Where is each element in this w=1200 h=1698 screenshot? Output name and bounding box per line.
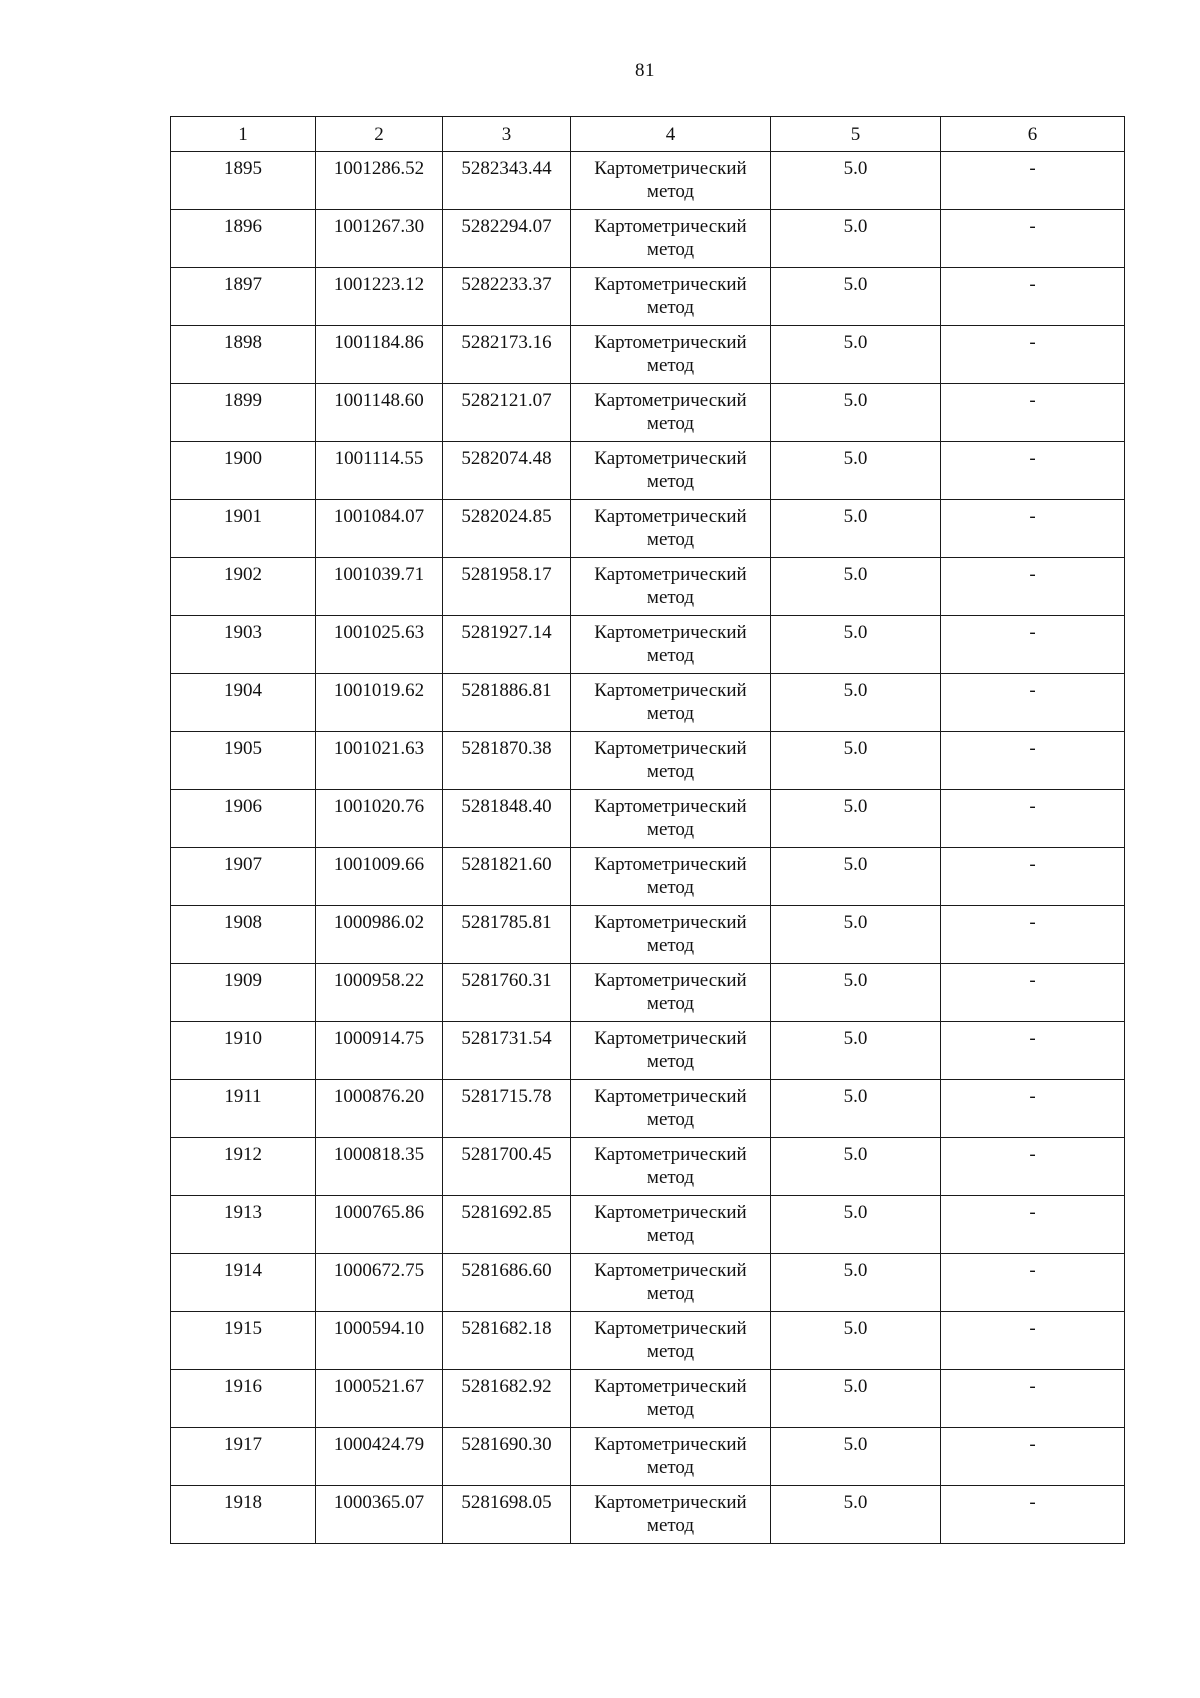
column-header: 2 bbox=[316, 117, 443, 152]
y-coordinate-cell: 5281692.85 bbox=[443, 1196, 571, 1254]
y-coordinate-cell: 5281886.81 bbox=[443, 674, 571, 732]
accuracy-cell: 5.0 bbox=[771, 1022, 941, 1080]
table-body bbox=[171, 152, 1125, 1544]
accuracy-cell: 5.0 bbox=[771, 1428, 941, 1486]
table-row bbox=[171, 268, 1125, 326]
accuracy-cell: 5.0 bbox=[771, 906, 941, 964]
y-coordinate-cell: 5282343.44 bbox=[443, 152, 571, 210]
header-row bbox=[171, 117, 1125, 152]
table-row bbox=[171, 1312, 1125, 1370]
note-cell: - bbox=[941, 674, 1125, 732]
accuracy-cell: 5.0 bbox=[771, 326, 941, 384]
method-line-1: Картометрический bbox=[594, 622, 747, 643]
method-cell bbox=[571, 268, 771, 326]
method-line-2: метод bbox=[646, 993, 695, 1014]
table-header bbox=[171, 117, 1125, 152]
method-cell bbox=[571, 732, 771, 790]
note-cell: - bbox=[941, 442, 1125, 500]
method-cell bbox=[571, 558, 771, 616]
table-row bbox=[171, 1428, 1125, 1486]
coordinates-table bbox=[170, 116, 1125, 1544]
accuracy-cell: 5.0 bbox=[771, 1196, 941, 1254]
method-line-2: метод bbox=[646, 877, 695, 898]
note-cell: - bbox=[941, 1486, 1125, 1544]
method-cell bbox=[571, 1486, 771, 1544]
y-coordinate-cell: 5281927.14 bbox=[443, 616, 571, 674]
note-cell: - bbox=[941, 1428, 1125, 1486]
note-cell: - bbox=[941, 790, 1125, 848]
table-row bbox=[171, 848, 1125, 906]
method-line-1: Картометрический bbox=[594, 216, 747, 237]
point-id-cell: 1908 bbox=[171, 906, 316, 964]
method-line-1: Картометрический bbox=[594, 1086, 747, 1107]
method-cell bbox=[571, 616, 771, 674]
note-cell: - bbox=[941, 500, 1125, 558]
accuracy-cell: 5.0 bbox=[771, 1080, 941, 1138]
accuracy-cell: 5.0 bbox=[771, 442, 941, 500]
point-id-cell: 1906 bbox=[171, 790, 316, 848]
accuracy-cell: 5.0 bbox=[771, 616, 941, 674]
method-cell bbox=[571, 964, 771, 1022]
note-cell: - bbox=[941, 964, 1125, 1022]
accuracy-cell: 5.0 bbox=[771, 1138, 941, 1196]
method-line-1: Картометрический bbox=[594, 1202, 747, 1223]
point-id-cell: 1911 bbox=[171, 1080, 316, 1138]
note-cell: - bbox=[941, 1312, 1125, 1370]
method-cell bbox=[571, 906, 771, 964]
point-id-cell: 1904 bbox=[171, 674, 316, 732]
point-id-cell: 1909 bbox=[171, 964, 316, 1022]
x-coordinate-cell: 1001084.07 bbox=[316, 500, 443, 558]
point-id-cell: 1905 bbox=[171, 732, 316, 790]
method-line-2: метод bbox=[646, 529, 695, 550]
table-row bbox=[171, 326, 1125, 384]
table-row bbox=[171, 500, 1125, 558]
method-line-1: Картометрический bbox=[594, 448, 747, 469]
y-coordinate-cell: 5281715.78 bbox=[443, 1080, 571, 1138]
table-row bbox=[171, 906, 1125, 964]
x-coordinate-cell: 1000914.75 bbox=[316, 1022, 443, 1080]
method-cell bbox=[571, 1254, 771, 1312]
method-line-1: Картометрический bbox=[594, 1492, 747, 1513]
method-line-1: Картометрический bbox=[594, 1376, 747, 1397]
x-coordinate-cell: 1000424.79 bbox=[316, 1428, 443, 1486]
x-coordinate-cell: 1000876.20 bbox=[316, 1080, 443, 1138]
method-cell bbox=[571, 1080, 771, 1138]
table-row bbox=[171, 790, 1125, 848]
y-coordinate-cell: 5281821.60 bbox=[443, 848, 571, 906]
x-coordinate-cell: 1000986.02 bbox=[316, 906, 443, 964]
method-line-1: Картометрический bbox=[594, 564, 747, 585]
y-coordinate-cell: 5281760.31 bbox=[443, 964, 571, 1022]
x-coordinate-cell: 1001267.30 bbox=[316, 210, 443, 268]
method-line-1: Картометрический bbox=[594, 1434, 747, 1455]
x-coordinate-cell: 1001025.63 bbox=[316, 616, 443, 674]
x-coordinate-cell: 1000818.35 bbox=[316, 1138, 443, 1196]
note-cell: - bbox=[941, 152, 1125, 210]
column-header: 3 bbox=[443, 117, 571, 152]
y-coordinate-cell: 5281785.81 bbox=[443, 906, 571, 964]
y-coordinate-cell: 5281958.17 bbox=[443, 558, 571, 616]
y-coordinate-cell: 5281682.92 bbox=[443, 1370, 571, 1428]
page-number: 81 bbox=[635, 60, 655, 81]
table-row bbox=[171, 1254, 1125, 1312]
x-coordinate-cell: 1001019.62 bbox=[316, 674, 443, 732]
table-row bbox=[171, 152, 1125, 210]
note-cell: - bbox=[941, 326, 1125, 384]
note-cell: - bbox=[941, 1022, 1125, 1080]
point-id-cell: 1916 bbox=[171, 1370, 316, 1428]
method-line-2: метод bbox=[646, 1051, 695, 1072]
x-coordinate-cell: 1001021.63 bbox=[316, 732, 443, 790]
table-row bbox=[171, 210, 1125, 268]
method-line-1: Картометрический bbox=[594, 274, 747, 295]
x-coordinate-cell: 1001184.86 bbox=[316, 326, 443, 384]
method-cell bbox=[571, 1138, 771, 1196]
note-cell: - bbox=[941, 1196, 1125, 1254]
method-line-2: метод bbox=[646, 355, 695, 376]
note-cell: - bbox=[941, 906, 1125, 964]
note-cell: - bbox=[941, 1254, 1125, 1312]
method-line-1: Картометрический bbox=[594, 1144, 747, 1165]
point-id-cell: 1895 bbox=[171, 152, 316, 210]
table-row bbox=[171, 1022, 1125, 1080]
point-id-cell: 1898 bbox=[171, 326, 316, 384]
method-line-2: метод bbox=[646, 1283, 695, 1304]
table-row bbox=[171, 442, 1125, 500]
point-id-cell: 1897 bbox=[171, 268, 316, 326]
method-line-2: метод bbox=[646, 645, 695, 666]
table-row bbox=[171, 964, 1125, 1022]
note-cell: - bbox=[941, 1080, 1125, 1138]
point-id-cell: 1918 bbox=[171, 1486, 316, 1544]
y-coordinate-cell: 5281690.30 bbox=[443, 1428, 571, 1486]
y-coordinate-cell: 5282024.85 bbox=[443, 500, 571, 558]
y-coordinate-cell: 5281731.54 bbox=[443, 1022, 571, 1080]
method-line-2: метод bbox=[646, 413, 695, 434]
column-header: 4 bbox=[571, 117, 771, 152]
table-row bbox=[171, 1138, 1125, 1196]
method-line-2: метод bbox=[646, 819, 695, 840]
point-id-cell: 1903 bbox=[171, 616, 316, 674]
table-row bbox=[171, 1196, 1125, 1254]
method-cell bbox=[571, 500, 771, 558]
y-coordinate-cell: 5281870.38 bbox=[443, 732, 571, 790]
method-line-1: Картометрический bbox=[594, 680, 747, 701]
point-id-cell: 1896 bbox=[171, 210, 316, 268]
method-line-2: метод bbox=[646, 471, 695, 492]
method-line-2: метод bbox=[646, 239, 695, 260]
accuracy-cell: 5.0 bbox=[771, 674, 941, 732]
table-row bbox=[171, 1370, 1125, 1428]
x-coordinate-cell: 1000958.22 bbox=[316, 964, 443, 1022]
accuracy-cell: 5.0 bbox=[771, 964, 941, 1022]
note-cell: - bbox=[941, 384, 1125, 442]
accuracy-cell: 5.0 bbox=[771, 268, 941, 326]
point-id-cell: 1915 bbox=[171, 1312, 316, 1370]
method-line-2: метод bbox=[646, 1109, 695, 1130]
x-coordinate-cell: 1000521.67 bbox=[316, 1370, 443, 1428]
x-coordinate-cell: 1000594.10 bbox=[316, 1312, 443, 1370]
note-cell: - bbox=[941, 1370, 1125, 1428]
accuracy-cell: 5.0 bbox=[771, 384, 941, 442]
accuracy-cell: 5.0 bbox=[771, 1312, 941, 1370]
method-cell bbox=[571, 1022, 771, 1080]
x-coordinate-cell: 1001286.52 bbox=[316, 152, 443, 210]
method-cell bbox=[571, 152, 771, 210]
method-cell bbox=[571, 326, 771, 384]
point-id-cell: 1901 bbox=[171, 500, 316, 558]
note-cell: - bbox=[941, 1138, 1125, 1196]
point-id-cell: 1912 bbox=[171, 1138, 316, 1196]
table-row bbox=[171, 732, 1125, 790]
method-line-2: метод bbox=[646, 181, 695, 202]
accuracy-cell: 5.0 bbox=[771, 1370, 941, 1428]
method-line-2: метод bbox=[646, 1399, 695, 1420]
point-id-cell: 1917 bbox=[171, 1428, 316, 1486]
method-cell bbox=[571, 848, 771, 906]
x-coordinate-cell: 1001009.66 bbox=[316, 848, 443, 906]
method-line-2: метод bbox=[646, 935, 695, 956]
method-line-1: Картометрический bbox=[594, 158, 747, 179]
point-id-cell: 1899 bbox=[171, 384, 316, 442]
note-cell: - bbox=[941, 732, 1125, 790]
method-cell bbox=[571, 790, 771, 848]
method-line-1: Картометрический bbox=[594, 854, 747, 875]
x-coordinate-cell: 1000765.86 bbox=[316, 1196, 443, 1254]
y-coordinate-cell: 5282173.16 bbox=[443, 326, 571, 384]
method-line-1: Картометрический bbox=[594, 738, 747, 759]
y-coordinate-cell: 5282074.48 bbox=[443, 442, 571, 500]
method-line-1: Картометрический bbox=[594, 506, 747, 527]
x-coordinate-cell: 1001020.76 bbox=[316, 790, 443, 848]
method-line-2: метод bbox=[646, 703, 695, 724]
point-id-cell: 1907 bbox=[171, 848, 316, 906]
accuracy-cell: 5.0 bbox=[771, 790, 941, 848]
table-row bbox=[171, 616, 1125, 674]
method-line-1: Картометрический bbox=[594, 970, 747, 991]
x-coordinate-cell: 1000365.07 bbox=[316, 1486, 443, 1544]
method-line-2: метод bbox=[646, 1341, 695, 1362]
method-cell bbox=[571, 210, 771, 268]
accuracy-cell: 5.0 bbox=[771, 500, 941, 558]
x-coordinate-cell: 1001039.71 bbox=[316, 558, 443, 616]
method-line-2: метод bbox=[646, 1457, 695, 1478]
point-id-cell: 1902 bbox=[171, 558, 316, 616]
table-row bbox=[171, 1486, 1125, 1544]
y-coordinate-cell: 5281700.45 bbox=[443, 1138, 571, 1196]
method-line-2: метод bbox=[646, 297, 695, 318]
table-row bbox=[171, 674, 1125, 732]
point-id-cell: 1914 bbox=[171, 1254, 316, 1312]
method-line-1: Картометрический bbox=[594, 1260, 747, 1281]
y-coordinate-cell: 5282233.37 bbox=[443, 268, 571, 326]
column-header: 1 bbox=[171, 117, 316, 152]
table-row bbox=[171, 384, 1125, 442]
table-row bbox=[171, 1080, 1125, 1138]
method-cell bbox=[571, 674, 771, 732]
y-coordinate-cell: 5281682.18 bbox=[443, 1312, 571, 1370]
method-line-1: Картометрический bbox=[594, 332, 747, 353]
note-cell: - bbox=[941, 558, 1125, 616]
method-line-1: Картометрический bbox=[594, 912, 747, 933]
x-coordinate-cell: 1001223.12 bbox=[316, 268, 443, 326]
point-id-cell: 1910 bbox=[171, 1022, 316, 1080]
point-id-cell: 1900 bbox=[171, 442, 316, 500]
accuracy-cell: 5.0 bbox=[771, 1486, 941, 1544]
accuracy-cell: 5.0 bbox=[771, 210, 941, 268]
method-cell bbox=[571, 442, 771, 500]
method-line-1: Картометрический bbox=[594, 1028, 747, 1049]
y-coordinate-cell: 5281686.60 bbox=[443, 1254, 571, 1312]
y-coordinate-cell: 5282121.07 bbox=[443, 384, 571, 442]
note-cell: - bbox=[941, 848, 1125, 906]
x-coordinate-cell: 1001114.55 bbox=[316, 442, 443, 500]
accuracy-cell: 5.0 bbox=[771, 848, 941, 906]
method-cell bbox=[571, 1312, 771, 1370]
column-header: 6 bbox=[941, 117, 1125, 152]
table-row bbox=[171, 558, 1125, 616]
method-cell bbox=[571, 1370, 771, 1428]
y-coordinate-cell: 5282294.07 bbox=[443, 210, 571, 268]
note-cell: - bbox=[941, 268, 1125, 326]
column-header: 5 bbox=[771, 117, 941, 152]
point-id-cell: 1913 bbox=[171, 1196, 316, 1254]
method-cell bbox=[571, 1196, 771, 1254]
method-line-2: метод bbox=[646, 1515, 695, 1536]
accuracy-cell: 5.0 bbox=[771, 558, 941, 616]
method-line-1: Картометрический bbox=[594, 390, 747, 411]
method-line-2: метод bbox=[646, 587, 695, 608]
x-coordinate-cell: 1000672.75 bbox=[316, 1254, 443, 1312]
x-coordinate-cell: 1001148.60 bbox=[316, 384, 443, 442]
method-line-2: метод bbox=[646, 761, 695, 782]
accuracy-cell: 5.0 bbox=[771, 1254, 941, 1312]
method-cell bbox=[571, 1428, 771, 1486]
method-line-2: метод bbox=[646, 1225, 695, 1246]
method-line-2: метод bbox=[646, 1167, 695, 1188]
y-coordinate-cell: 5281698.05 bbox=[443, 1486, 571, 1544]
note-cell: - bbox=[941, 210, 1125, 268]
y-coordinate-cell: 5281848.40 bbox=[443, 790, 571, 848]
note-cell: - bbox=[941, 616, 1125, 674]
method-cell bbox=[571, 384, 771, 442]
method-line-1: Картометрический bbox=[594, 1318, 747, 1339]
accuracy-cell: 5.0 bbox=[771, 152, 941, 210]
accuracy-cell: 5.0 bbox=[771, 732, 941, 790]
method-line-1: Картометрический bbox=[594, 796, 747, 817]
